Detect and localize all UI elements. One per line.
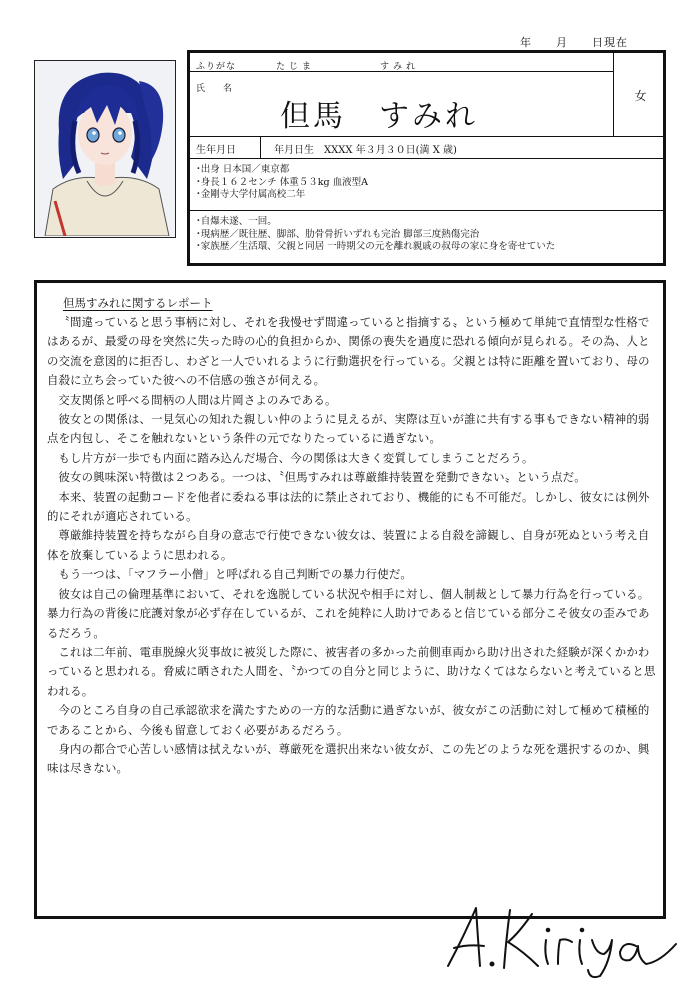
report-paragraph: 身内の都合で心苦しい感情は拭えないが、尊厳死を選択出来ない彼女が、この先どのような死を選択するのか、興味は尽きない。: [47, 741, 650, 776]
furigana-value: たじま すみれ: [276, 62, 420, 72]
furigana-label: ふりがな: [196, 62, 237, 72]
portrait-illustration-icon: [35, 61, 174, 236]
report-paragraph: 交友関係と呼べる間柄の人間は片岡さよのみである。: [58, 392, 337, 407]
signature-drawing: [440, 900, 680, 980]
report-paragraph: 彼女との関係は、一見気心の知れた親しい仲のように見えるが、実際は互いが誰に共有する事もできない精神的弱点を内包し、そこを触れないという条件の元でなりたっているに過ぎない。: [47, 412, 650, 446]
report-paragraph: これは二年前、電車脱線火災事故に被災した際に、被害者の多かった前側車両から助け出された経験が深くかかわっていると思われる。脅威に晒された人間を、〝かつての自分と同じように、助けなくてはならないと考えていると思われる。: [47, 644, 656, 698]
birth-label: 生年月日: [196, 145, 236, 156]
info-line: ･金剛寺大学付属高校二年: [196, 189, 306, 200]
history-line: ･自爆未遂、一回。: [196, 216, 277, 227]
report-paragraph: 今のところ自身の自己承認欲求を満たすための一方的な活動に過ぎないが、彼女がこの活動に対して極めて積極的であることから、今後も留意しておく必要があるだろう。: [47, 703, 650, 737]
report-title: 但馬すみれに関するレポート: [63, 296, 213, 310]
info-line: ･出身 日本国／東京都: [196, 164, 290, 175]
report-paragraph: 彼女は自己の倫理基準において、それを逸脱している状況や相手に対し、個人制裁として暴力行為を行っている。暴力行為の背後に庇護対象が必ず存在しているが、これを純粋に人助けであると信じている部分こそ彼女の歪みであるだろう。: [47, 586, 650, 640]
profile-table: [187, 50, 666, 266]
portrait-photo: [34, 60, 176, 238]
report-paragraph: もう一つは、「マフラー小僧」と呼ばれる自己判断での暴力行使だ。: [58, 567, 413, 582]
divider: [190, 210, 663, 211]
history-line: ･家族歴／生活環、父親と同居 一時期父の元を離れ親戚の叔母の家に身を寄せていた: [196, 241, 556, 252]
name-label: 氏名: [196, 84, 251, 94]
report-box: [34, 280, 666, 919]
name-value: 但馬 すみれ: [280, 99, 478, 134]
history-info: [196, 216, 555, 254]
personal-info: [196, 164, 368, 202]
divider: [190, 158, 663, 159]
report-paragraph: もし片方が一歩でも内面に踏み込んだ場合、今の関係は大きく変質してしまうことだろう。: [58, 450, 534, 465]
report-paragraph: 彼女の興味深い特徴は２つある。一つは、〝但馬すみれは尊厳維持装置を発動できない〟という点だ。: [58, 470, 586, 485]
divider: [260, 136, 261, 158]
info-line: ･身長１６２センチ 体重５３kg 血液型A: [196, 176, 368, 188]
report-paragraph: 本来、装置の起動コードを他者に委ねる事は法的に禁止されており、機能的にも不可能だ。しかし、彼女には例外的にそれが適応されている。: [47, 489, 650, 524]
birth-value: 年月日生 XXXX 年３月３０日(満 X 歳): [274, 145, 457, 156]
report-paragraph: 尊厳維持装置を持ちながら自身の意志で行使できない彼女は、装置による自殺を諦観し、自身が死ぬという考え自体を放棄しているように思われる。: [47, 528, 650, 562]
divider: [613, 53, 614, 136]
gender-value: 女: [634, 89, 647, 103]
report-body: [47, 313, 659, 779]
date-line: 年 月 日現在: [520, 36, 628, 49]
history-line: ･現病歴／既往歴、脚部、肋骨骨折いずれも完治 脚部三度熱傷完治: [196, 228, 480, 240]
report-paragraph: 〝間違っていると思う事柄に対し、それを我慢せず間違っていると指摘する〟という極めて単純で直情型な性格ではあるが、最愛の母を突然に失った時の心的負担からか、関係の喪失を過度に恐れる傾向が見られる。その為、人との交流を意図的に拒否し、わざと一人でいれるように行動選択を行っている。父親とは特に距離を置いており、母の自殺に立ち会っていた彼への不信感の強さが伺える。: [47, 315, 650, 388]
signature: [440, 900, 680, 980]
